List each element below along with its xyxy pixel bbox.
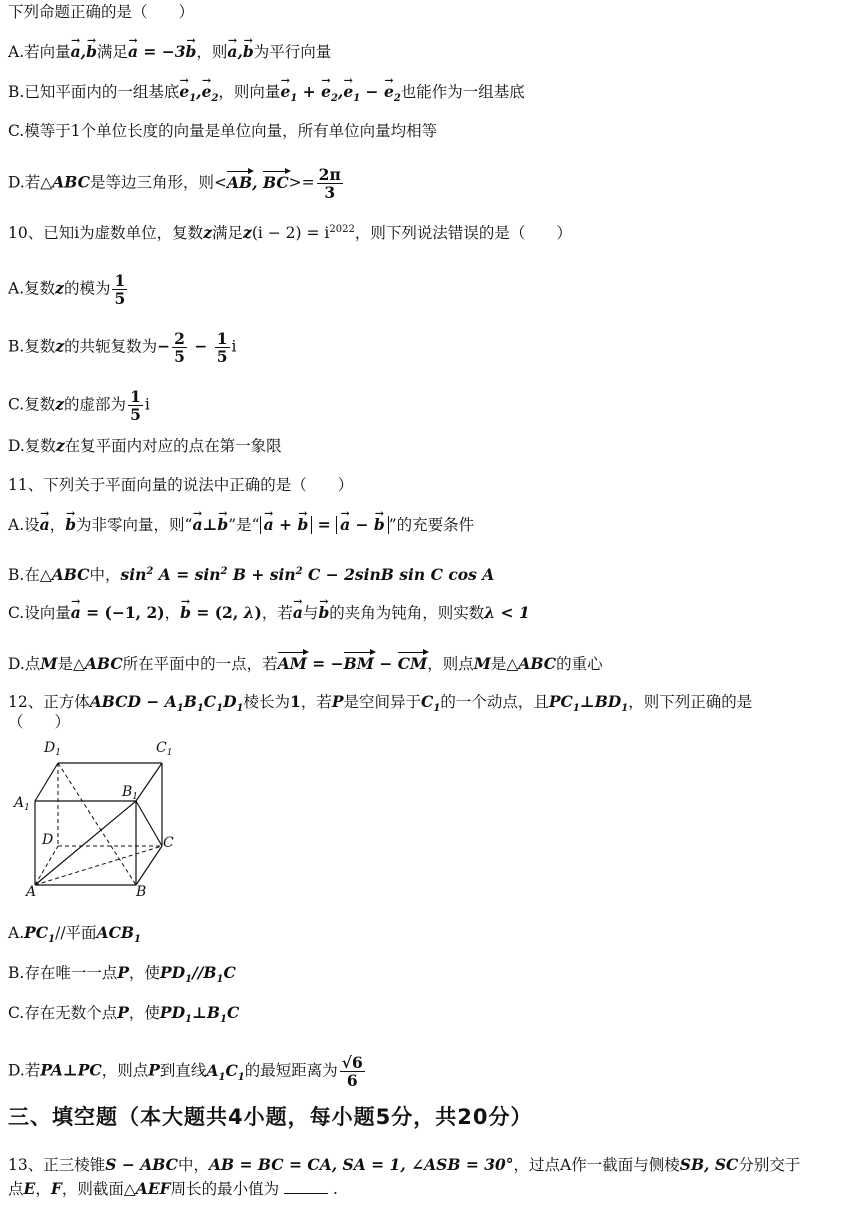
q10-option-d: D.复数z在复平面内对应的点在第一象限 [8, 436, 282, 455]
label-b1: $B_1$ [122, 784, 139, 802]
q9-option-d: D.若△ABC是等边三角形，则<AB, BC>= $\frac{2\pi}{3}$ [8, 165, 341, 202]
q12-option-c: C.存在无数个点P，使$PD_1\perp B_1C$ [8, 1003, 240, 1026]
edge-a1d1 [35, 763, 58, 801]
q13-line2: 点E，F，则截面△AEF周长的最小值为 . [8, 1179, 338, 1198]
q12-option-d: D.若PA⊥PC，则点P到直线$A_1C_1$的最短距离为 $\frac{√6}{6}$ [8, 1053, 363, 1090]
q12-stem: 12、正方体ABCD − $A_1B_1C_1D_1$棱长为1，若P是空间异于$C_1$的一个动点，且$PC_1\perp BD_1$，则下列正确的是 [8, 692, 753, 715]
label-c: C [163, 835, 174, 851]
section-heading: 三、填空题（本大题共4小题，每小题5分，共20分） [8, 1105, 533, 1129]
q12-option-b: B.存在唯一一点P，使$PD_1//B_1C$ [8, 963, 236, 986]
cube-figure [10, 738, 190, 898]
answer-blank[interactable] [284, 1179, 328, 1194]
edge-b1c1 [136, 763, 162, 801]
label-c1: $C_1$ [156, 740, 173, 758]
label-a: A [26, 884, 37, 898]
edge-bc [136, 846, 162, 885]
q11-option-a: A.设→ a，→ b为非零向量，则“→ a⊥→ b”是“→ a + → b = → a − → b ”的充要条件 [8, 515, 474, 535]
q10-option-c: C.复数z的虚部为 $\frac{1}{5}$ i [8, 387, 150, 424]
q11-option-d: D.点M是△ABC所在平面中的一点，若AM = −BM − CM，则点M是△ABC的重心 [8, 654, 603, 673]
label-d1: $D_1$ [44, 740, 61, 758]
edge-b1c [136, 801, 162, 846]
label-d: D [42, 832, 54, 848]
q9-option-b: B.已知平面内的一组基底→ $e_1,\to e_2$，则向量→ $e_1$ + → $e_2,\to e_1$ − → $e_2$也能作为一组基底 [8, 82, 525, 109]
q11-option-c: C.设向量→ a = (−1, 2)，→ b = (2, λ)，若→ a与→ b的夹角为钝角，则实数λ < 1 [8, 603, 530, 623]
q10-option-b: B.复数z的共轭复数为− $\frac{2}{5}$ − $\frac{1}{5}$ i [8, 329, 237, 366]
q9-option-a: A.若向量→ a,→ b满足→ a = −3→ b，则→ a,→ b为平行向量 [8, 42, 331, 62]
label-b: B [136, 884, 147, 898]
diagonal-d1b [58, 763, 139, 885]
q9-option-c: C.模等于1个单位长度的向量是单位向量，所有单位向量均相等 [8, 122, 438, 140]
q12-stem-continued: （ ） [8, 713, 71, 731]
q10-option-a: A.复数z的模为 $\frac{1}{5}$ [8, 271, 126, 308]
q12-option-a: $A.PC_1//$平面$ACB_1$ [8, 923, 141, 946]
q11-stem: 11、下列关于平面向量的说法中正确的是（ ） [8, 476, 354, 494]
q9-stem: 下列命题正确的是（ ） [8, 3, 195, 21]
q10-stem: 10、已知i为虚数单位，复数z满足$z(i - 2) = i^{2022}$，则下列说法错误的是（ ） [8, 223, 572, 243]
edge-ad [35, 846, 58, 885]
q13-line1: 13、正三棱锥S − ABC中，AB = BC = CA, SA = 1, ∠ASB = 30°，过点A作一截面与侧棱SB, SC分别交于 [8, 1155, 801, 1174]
label-a1: $A_1$ [14, 795, 30, 813]
q11-option-b: B.在△ABC中，$\sin^2 A = \sin^2 B + \sin^2 C - 2\sin B$ sin C cos A [8, 565, 495, 585]
